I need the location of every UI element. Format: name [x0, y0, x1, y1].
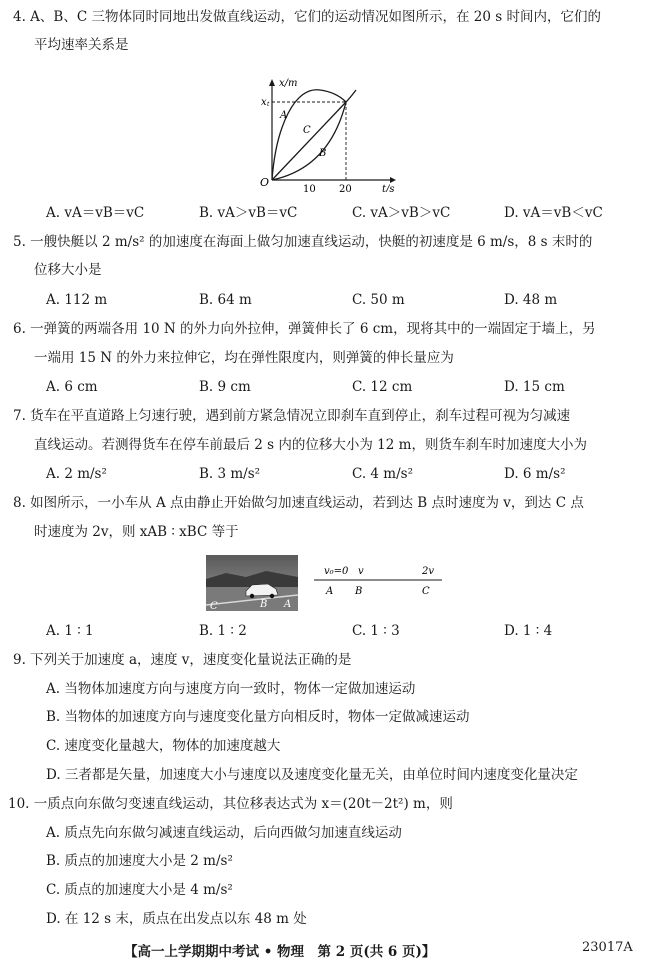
xt-label: x [261, 97, 267, 108]
label-b: B [319, 148, 327, 159]
q10-option-d[interactable]: D. 在 12 s 末，质点在出发点以东 48 m 处 [46, 911, 307, 927]
q5-option-a[interactable]: A. 112 m [46, 292, 108, 308]
q4-stem-line1: 4. A、B、C 三物体同时同地出发做直线运动，它们的运动情况如图所示，在 20 s 时间内，它们的 [13, 9, 601, 25]
q8-option-b[interactable]: B. 1 ∶ 2 [199, 623, 247, 639]
q6-option-a[interactable]: A. 6 cm [46, 379, 98, 395]
q10-option-b[interactable]: B. 质点的加速度大小是 2 m/s² [46, 853, 233, 869]
q5-option-d[interactable]: D. 48 m [504, 292, 558, 308]
q6-option-d[interactable]: D. 15 cm [504, 379, 565, 395]
q7-option-a[interactable]: A. 2 m/s² [46, 466, 107, 482]
q7-option-b[interactable]: B. 3 m/s² [199, 466, 261, 482]
tick-20: 20 [339, 184, 352, 192]
label-2v: 2v [422, 566, 435, 577]
q6-stem-line1: 6. 一弹簧的两端各用 10 N 的外力向外拉伸，弹簧伸长了 6 cm，现将其中的一端固定于墙上，另 [13, 321, 596, 337]
q8-stem-line2: 时速度为 2v，则 xAB ∶ xBC 等于 [34, 524, 239, 540]
x-axis-label: t/s [382, 184, 395, 192]
tick-10: 10 [303, 184, 316, 192]
q5-option-c[interactable]: C. 50 m [352, 292, 405, 308]
y-axis-arrow [269, 79, 275, 86]
label-v0: v₀=0 [324, 566, 349, 577]
q9-option-a[interactable]: A. 当物体加速度方向与速度方向一致时，物体一定做加速运动 [46, 681, 416, 697]
point-b: B [355, 586, 363, 597]
label-c: C [303, 125, 311, 136]
q8-stem-line1: 8. 如图所示，一小车从 A 点由静止开始做匀加速直线运动，若到达 B 点时速度为 v，到达 C 点 [13, 495, 584, 511]
q6-option-c[interactable]: C. 12 cm [352, 379, 413, 395]
q4-xt-graph [250, 76, 400, 192]
photo-label-b: B [260, 599, 268, 610]
q4-option-c[interactable]: C. vA＞vB＞vC [352, 205, 451, 221]
y-axis-label: x/m [279, 78, 298, 89]
q7-stem-line2: 直线运动。若测得货车在停车前最后 2 s 内的位移大小为 12 m，则货车刹车时加速度大小为 [34, 437, 587, 453]
q10-stem: 10. 一质点向东做匀变速直线运动，其位移表达式为 x＝(20t－2t²) m，则 [8, 796, 453, 812]
q8-line-diagram [308, 560, 448, 602]
q7-option-c[interactable]: C. 4 m/s² [352, 466, 414, 482]
q6-stem-line2: 一端用 15 N 的外力来拉伸它，均在弹性限度内，则弹簧的伸长量应为 [34, 350, 454, 366]
q10-option-a[interactable]: A. 质点先向东做匀减速直线运动，后向西做匀加速直线运动 [46, 825, 402, 841]
q8-option-c[interactable]: C. 1 ∶ 3 [352, 623, 400, 639]
q7-option-d[interactable]: D. 6 m/s² [504, 466, 566, 482]
q8-option-d[interactable]: D. 1 ∶ 4 [504, 623, 553, 639]
exam-code: 23017A [582, 940, 633, 955]
label-v: v [358, 566, 364, 577]
q10-option-c[interactable]: C. 质点的加速度大小是 4 m/s² [46, 882, 233, 898]
xt-subscript: t [267, 101, 270, 108]
q7-stem-line1: 7. 货车在平直道路上匀速行驶，遇到前方紧急情况立即刹车直到停止，刹车过程可视为匀减速 [13, 408, 571, 424]
q9-option-d[interactable]: D. 三者都是矢量，加速度大小与速度以及速度变化量无关，由单位时间内速度变化量决定 [46, 767, 578, 783]
q9-stem: 9. 下列关于加速度 a，速度 v，速度变化量说法正确的是 [13, 652, 352, 668]
page-footer-title: 【高一上学期期中考试 • 物理 第 2 页(共 6 页)】 [124, 944, 436, 960]
q4-option-b[interactable]: B. vA＞vB＝vC [199, 205, 298, 221]
q6-option-b[interactable]: B. 9 cm [199, 379, 251, 395]
photo-label-c: C [210, 601, 218, 611]
q9-option-b[interactable]: B. 当物体的加速度方向与速度变化量方向相反时，物体一定做减速运动 [46, 709, 470, 725]
point-c: C [422, 586, 430, 597]
photo-car-wheel-front [270, 594, 274, 598]
q4-stem-line2: 平均速率关系是 [34, 37, 129, 53]
q4-option-a[interactable]: A. vA＝vB＝vC [46, 205, 145, 221]
q4-option-d[interactable]: D. vA＝vB＜vC [504, 205, 603, 221]
q5-stem-line2: 位移大小是 [34, 262, 102, 278]
point-a: A [326, 586, 334, 597]
origin-label: O [260, 176, 270, 189]
x-axis-arrow [390, 177, 396, 183]
q5-option-b[interactable]: B. 64 m [199, 292, 252, 308]
q9-option-c[interactable]: C. 速度变化量越大，物体的加速度越大 [46, 738, 281, 754]
photo-label-a: A [284, 599, 292, 610]
q8-car-photo [206, 555, 298, 611]
label-a: A [280, 110, 288, 121]
photo-car-wheel-rear [250, 594, 254, 598]
q5-stem-line1: 5. 一艘快艇以 2 m/s² 的加速度在海面上做匀加速直线运动，快艇的初速度是 6 m/s，8 s 末时的 [13, 234, 593, 250]
q8-option-a[interactable]: A. 1 ∶ 1 [46, 623, 94, 639]
